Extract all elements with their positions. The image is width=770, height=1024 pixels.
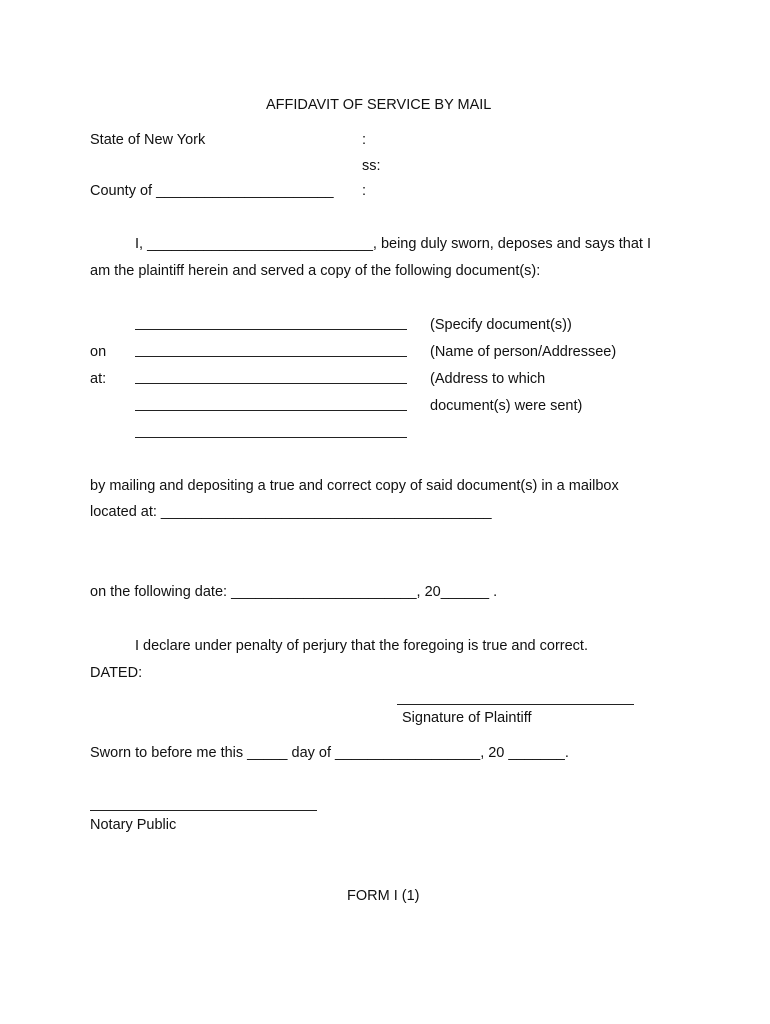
- addressee-blank[interactable]: [135, 356, 407, 357]
- mailbox-location-field[interactable]: located at: _________________________________________: [90, 504, 492, 520]
- perjury-declaration: I declare under penalty of perjury that the foregoing is true and correct.: [135, 638, 588, 654]
- affiant-name-line[interactable]: I, ____________________________, being duly sworn, deposes and says that I: [135, 236, 651, 252]
- documents-blank[interactable]: [135, 329, 407, 330]
- ss-label: ss:: [362, 158, 381, 174]
- at-label: at:: [90, 371, 107, 387]
- mailing-date-field[interactable]: on the following date: _______________________, 20______ .: [90, 584, 498, 600]
- intro-line-2: am the plaintiff herein and served a copy of the following document(s):: [90, 263, 541, 279]
- address-blank-1[interactable]: [135, 383, 407, 384]
- signature-label: Signature of Plaintiff: [402, 710, 532, 726]
- address-note-2: document(s) were sent): [430, 398, 583, 414]
- document-title: AFFIDAVIT OF SERVICE BY MAIL: [266, 97, 492, 113]
- venue-colon-bottom: :: [362, 183, 367, 199]
- county-field[interactable]: County of ______________________: [90, 183, 334, 199]
- form-id: FORM I (1): [347, 888, 420, 904]
- address-blank-3[interactable]: [135, 437, 407, 438]
- plaintiff-signature-blank[interactable]: [397, 704, 634, 705]
- sworn-date-field[interactable]: Sworn to before me this _____ day of __________________, 20 _______.: [90, 745, 569, 761]
- on-label: on: [90, 344, 107, 360]
- addressee-note: (Name of person/Addressee): [430, 344, 617, 360]
- notary-signature-blank[interactable]: [90, 810, 317, 811]
- dated-label: DATED:: [90, 665, 143, 681]
- mailing-line-1: by mailing and depositing a true and correct copy of said document(s) in a mailbox: [90, 478, 619, 494]
- address-blank-2[interactable]: [135, 410, 407, 411]
- address-note-1: (Address to which: [430, 371, 546, 387]
- notary-label: Notary Public: [90, 817, 177, 833]
- venue-colon-top: :: [362, 132, 367, 148]
- state-label: State of New York: [90, 132, 206, 148]
- documents-note: (Specify document(s)): [430, 317, 572, 333]
